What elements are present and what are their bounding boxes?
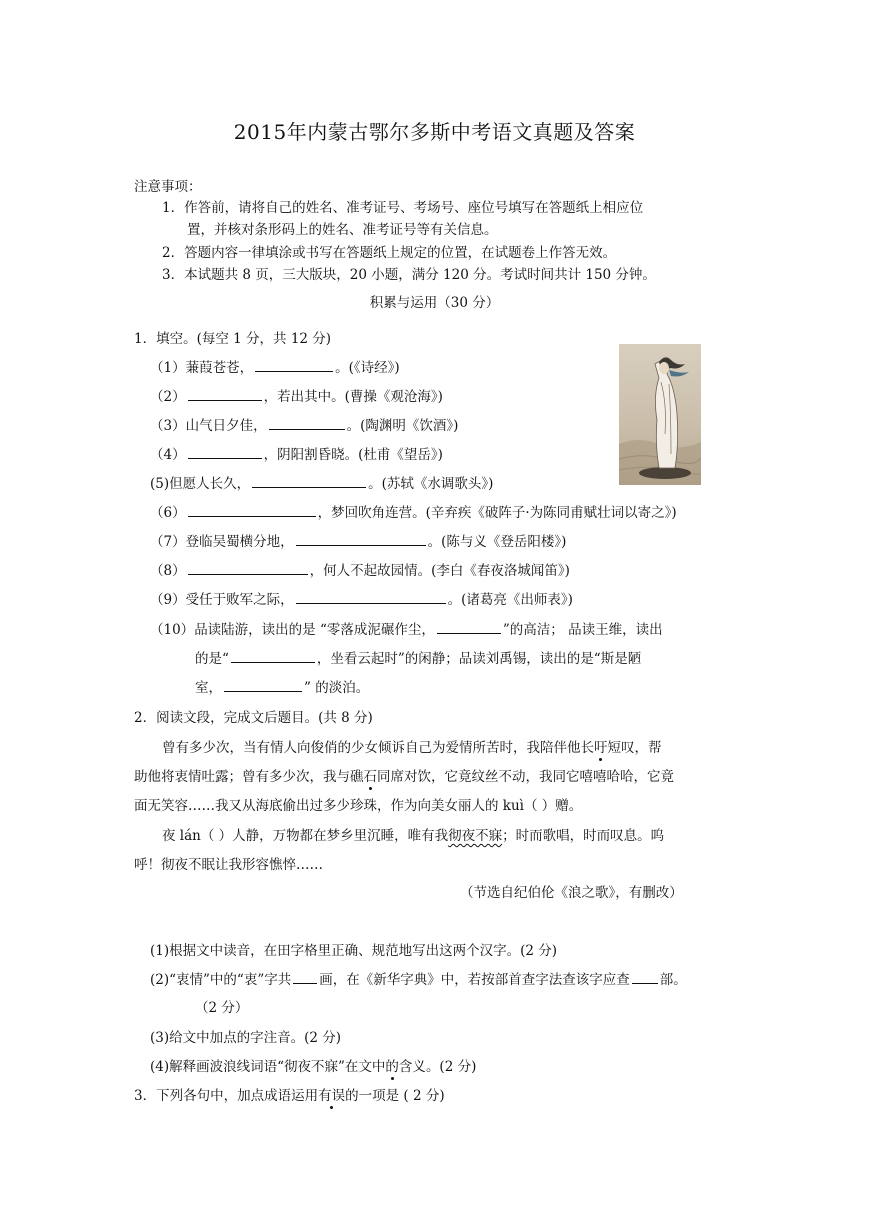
notice-item-1-cont: 置，并核对条形码上的姓名、准考证号等有关信息。 [187, 222, 498, 238]
q2-sub-4: (4)解释画波浪线词语“彻夜不寐”在文中的含义。(2 分) [150, 1059, 477, 1075]
section-title: 积累与运用（30 分） [369, 295, 500, 311]
answer-blank[interactable] [188, 504, 316, 517]
notice-item-1: 1．作答前，请将自己的姓名、准考证号、考场号、座位号填写在答题纸上相应位 [162, 200, 644, 216]
passage-line-1: 曾有多少次，当有情人向俊俏的少女倾诉自己为爱情所苦时，我陪伴他长吁短叹，帮 [162, 740, 662, 756]
passage-line-4: 夜 lán（ ）人静，万物都在梦乡里沉睡，唯有我彻夜不寐；时而歌唱，时而叹息。呜 [162, 828, 665, 844]
answer-blank[interactable] [437, 621, 501, 634]
q1-item-6: （6） ，梦回吹角连营。(辛弃疾《破阵子·为陈同甫赋壮词以寄之》) [150, 505, 677, 521]
dotted-phrase: 文中的含义 [358, 1059, 426, 1075]
notice-item-3: 3．本试题共 8 页，三大版块，20 小题，满分 120 分。考试时间共计 150 分钟。 [162, 267, 656, 283]
answer-blank[interactable] [224, 679, 302, 692]
q2-sub-2-points: （2 分） [195, 1000, 249, 1016]
answer-blank[interactable] [188, 388, 262, 401]
passage-line-5: 呼！彻夜不眠让我形容憔悴…… [134, 857, 323, 873]
q3-heading: 3．下列各句中，加点成语运用有误的一项是 ( 2 分) [134, 1088, 445, 1104]
answer-blank[interactable] [188, 446, 262, 459]
q1-item-5: (5)但愿人长久， 。(苏轼《水调歌头》) [150, 476, 494, 492]
answer-blank[interactable] [296, 591, 446, 604]
q1-item-10: （10）品读陆游，读出的是 “零落成泥碾作尘， ”的高洁； 品读王维，读出 [150, 622, 663, 638]
q2-sub-3: (3)给文中加点的字注音。(2 分) [150, 1030, 342, 1046]
passage-line-2: 助他将衷情吐露；曾有多少次，我与礁石同席对饮，它竟纹丝不动，我同它嘻嘻哈哈，它竟 [134, 769, 674, 785]
q1-item-2: （2） ，若出其中。(曹操《观沧海》) [150, 389, 443, 405]
answer-blank[interactable] [252, 475, 366, 488]
q1-item-10-line2: 的是“ ，坐看云起时”的闲静；品读刘禹锡，读出的是“斯是陋 [195, 651, 642, 667]
q2-heading: 2．阅读文段，完成文后题目。(共 8 分) [134, 710, 373, 726]
answer-blank[interactable] [188, 562, 308, 575]
dotted-phrase: 有误 [318, 1088, 346, 1104]
q1-item-7: （7）登临吴蜀横分地， 。(陈与义《登岳阳楼》) [150, 534, 567, 550]
dotted-char: 吁 [594, 740, 608, 756]
wavy-underlined-phrase: 彻夜不寐 [448, 828, 503, 844]
q1-item-3: （3）山气日夕佳， 。(陶渊明《饮酒》) [150, 418, 459, 434]
poet-illustration [619, 344, 701, 485]
q2-sub-2: (2)“衷情”中的“衷”字共 画，在《新华字典》中，若按部首查字法查该字应查 部。 [150, 972, 687, 988]
answer-blank[interactable] [632, 971, 658, 984]
q1-item-4: （4） ，阴阳割昏晓。(杜甫《望岳》) [150, 447, 443, 463]
notice-item-2: 2．答题内容一律填涂或书写在答题纸上规定的位置，在试题卷上作答无效。 [162, 245, 617, 261]
q1-item-1: （1）蒹葭苍苍， 。(《诗经》) [150, 360, 400, 376]
answer-blank[interactable] [269, 417, 345, 430]
dotted-char: 石 [363, 769, 377, 785]
page-title: 2015年内蒙古鄂尔多斯中考语文真题及答案 [233, 120, 636, 144]
answer-blank[interactable] [293, 971, 317, 984]
q2-sub-1: (1)根据文中读音，在田字格里正确、规范地写出这两个汉字。(2 分) [150, 943, 558, 959]
passage-line-3: 面无笑容……我又从海底偷出过多少珍珠，作为向美女丽人的 kuì（ ）赠。 [134, 798, 583, 814]
notice-heading: 注意事项： [134, 179, 202, 195]
q1-heading: 1．填空。(每空 1 分，共 12 分) [134, 331, 332, 347]
answer-blank[interactable] [255, 359, 333, 372]
q1-item-9: （9）受任于败军之际， 。(诸葛亮《出师表》) [150, 592, 573, 608]
q1-item-8: （8） ，何人不起故园情。(李白《春夜洛城闻笛》) [150, 563, 570, 579]
passage-source: （节选自纪伯伦《浪之歌》，有删改） [460, 885, 683, 901]
answer-blank[interactable] [231, 650, 315, 663]
answer-blank[interactable] [296, 533, 426, 546]
q1-item-10-line3: 室， ” 的淡泊。 [195, 680, 370, 696]
